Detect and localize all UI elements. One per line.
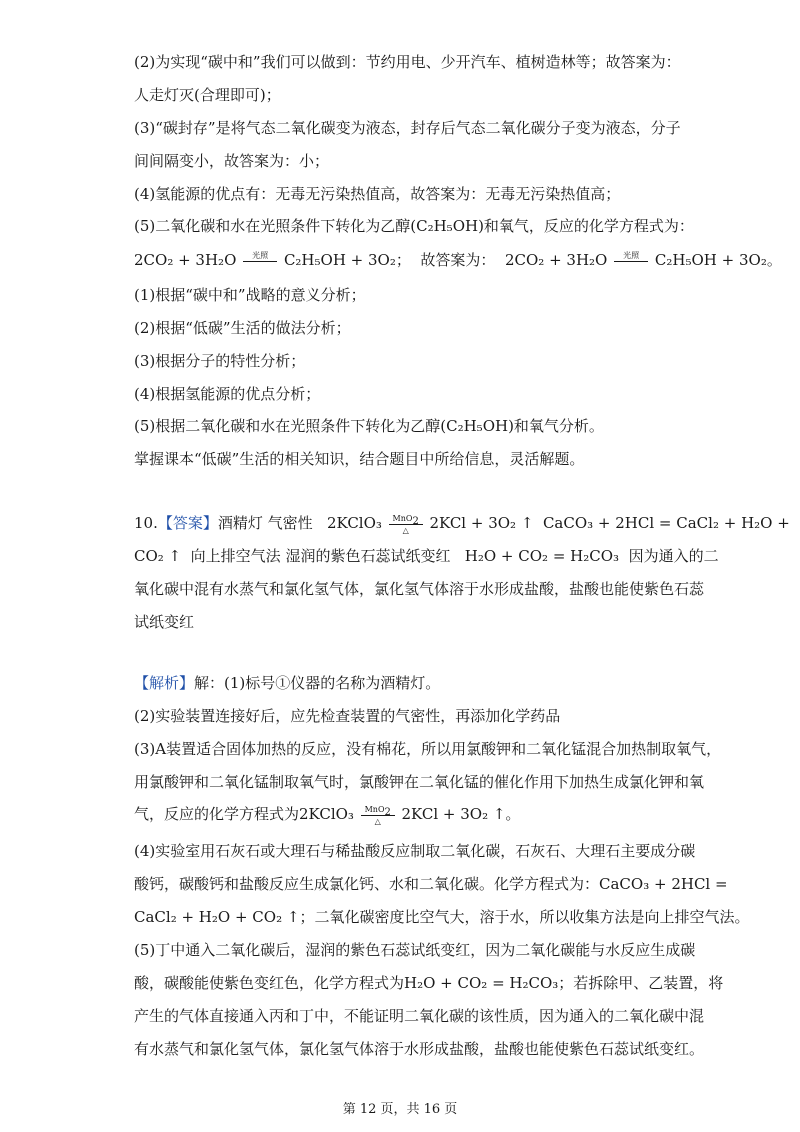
equation-line: 2CO₂ + 3H₂O 光照 C₂H₅OH + 3O₂； 故答案为： 2CO₂ + 3H₂O 光照 C₂H₅OH + 3O₂。 xyxy=(134,246,760,274)
equation-caco3-2a: CaCO₃ + 2HCl = xyxy=(599,875,728,893)
analysis-line: 酸钙，碳酸钙和盐酸反应生成氯化钙、水和二氧化碳。化学方程式为：CaCO₃ + 2HCl = xyxy=(134,875,728,893)
answer-line: 10.【答案】酒精灯 气密性 2KClO₃ MnO$_2$ △ 2KCl + 3O₂ ↑ CaCO₃ + 2HCl = CaCl₂ + H₂O + xyxy=(134,513,790,535)
text-line: (5)根据二氧化碳和水在光照条件下转化为乙醇(C₂H₅OH)和氧气分析。 xyxy=(134,417,604,435)
text-line: (5)二氧化碳和水在光照条件下转化为乙醇(C₂H₅OH)和氧气，反应的化学方程式为： xyxy=(134,217,694,235)
equation-kclo3-left: 2KClO₃ xyxy=(326,514,382,532)
analysis-line: 用氯酸钾和二氧化锰制取氧气时，氯酸钾在二氧化锰的催化作用下加热生成氯化钾和氧 xyxy=(134,773,705,791)
text-line: (3)根据分子的特性分析； xyxy=(134,352,306,370)
text-line: 间间隔变小，故答案为：小； xyxy=(134,152,330,170)
text-line: (3)“碳封存”是将气态二氧化碳变为液态，封存后气态二氧化碳分子变为液态，分子 xyxy=(134,119,681,137)
equation-photosynthesis-right-2: C₂H₅OH + 3O₂。 xyxy=(654,251,782,269)
condition-mno2-heat: MnO$_2$ △ xyxy=(361,805,395,826)
text-line: 掌握课本“低碳”生活的相关知识，结合题目中所给信息，灵活解题。 xyxy=(134,450,585,468)
equation-kclo3-left-2: 2KClO₃ xyxy=(299,805,354,823)
equation-caco3-tail: CO₂ ↑ xyxy=(134,547,182,565)
analysis-line: (5)丁中通入二氧化碳后，湿润的紫色石蕊试纸变红，因为二氧化碳能与水反应生成碳 xyxy=(134,941,696,959)
analysis-line: 【解析】解：(1)标号①仪器的名称为酒精灯。 xyxy=(134,674,441,692)
answer-line: 试纸变红 xyxy=(134,613,195,631)
condition-light: 光照 xyxy=(614,251,648,272)
analysis-line: 酸，碳酸能使紫色变红色，化学方程式为H₂O + CO₂ = H₂CO₃；若拆除甲、乙装置，将 xyxy=(134,974,724,992)
equation-caco3-2b: CaCl₂ + H₂O + CO₂ ↑ xyxy=(134,908,300,926)
text-line: (4)根据氢能源的优点分析； xyxy=(134,385,321,403)
equation-photosynthesis-left: 2CO₂ + 3H₂O xyxy=(134,251,237,269)
analysis-line: (4)实验室用石灰石或大理石与稀盐酸反应制取二氧化碳，石灰石、大理石主要成分碳 xyxy=(134,842,696,860)
answer-line: 氧化碳中混有水蒸气和氯化氢气体，氯化氢气体溶于水形成盐酸，盐酸也能使紫色石蕊 xyxy=(134,580,705,598)
text-line: (2)为实现“碳中和”我们可以做到：节约用电、少开汽车、植树造林等；故答案为： xyxy=(134,53,681,71)
analysis-tag: 【解析】 xyxy=(134,674,195,692)
text-line: (2)根据“低碳”生活的做法分析； xyxy=(134,319,351,337)
ethanol-formula: C₂H₅OH xyxy=(446,417,509,435)
ethanol-formula: C₂H₅OH xyxy=(416,217,479,235)
equation-kclo3-right: 2KCl + 3O₂ ↑ xyxy=(429,514,534,532)
condition-light: 光照 xyxy=(243,251,277,272)
answer-tag: 【答案】 xyxy=(157,514,218,532)
equation-caco3: CaCO₃ + 2HCl = CaCl₂ + H₂O + xyxy=(542,514,790,532)
equation-photosynthesis-left-2: 2CO₂ + 3H₂O xyxy=(504,251,608,269)
text-line: (1)根据“碳中和”战略的意义分析； xyxy=(134,286,366,304)
analysis-line: 气，反应的化学方程式为2KClO₃ MnO$_2$ △ 2KCl + 3O₂ ↑。 xyxy=(134,804,521,826)
analysis-line: 产生的气体直接通入丙和丁中，不能证明二氧化碳的该性质，因为通入的二氧化碳中混 xyxy=(134,1007,705,1025)
answer-line: CO₂ ↑ 向上排空气法 湿润的紫色石蕊试纸变红 H₂O + CO₂ = H₂CO₃ 因为通入的二 xyxy=(134,547,719,565)
text-line: (4)氢能源的优点有：无毒无污染热值高，故答案为：无毒无污染热值高； xyxy=(134,185,621,203)
analysis-line: (2)实验装置连接好后，应先检查装置的气密性，再添加化学药品 xyxy=(134,707,561,725)
analysis-line: CaCl₂ + H₂O + CO₂ ↑；二氧化碳密度比空气大，溶于水，所以收集方法是向上排空气法。 xyxy=(134,908,750,926)
text-line: 人走灯灭(合理即可)； xyxy=(134,86,281,104)
equation-photosynthesis-right: C₂H₅OH + 3O₂； xyxy=(283,251,411,269)
equation-carbonic: H₂O + CO₂ = H₂CO₃ xyxy=(464,547,620,565)
page-footer: 第 12 页，共 16 页 xyxy=(342,1102,458,1117)
analysis-line: 有水蒸气和氯化氢气体，氯化氢气体溶于水形成盐酸，盐酸也能使紫色石蕊试纸变红。 xyxy=(134,1040,705,1058)
condition-mno2-heat: MnO$_2$ △ xyxy=(389,514,423,535)
analysis-line: (3)A装置适合固体加热的反应，没有棉花，所以用氯酸钾和二氧化锰混合加热制取氧气， xyxy=(134,740,722,758)
equation-carbonic-2: H₂O + CO₂ = H₂CO₃ xyxy=(404,974,559,992)
equation-kclo3-right-2: 2KCl + 3O₂ ↑。 xyxy=(401,805,521,823)
